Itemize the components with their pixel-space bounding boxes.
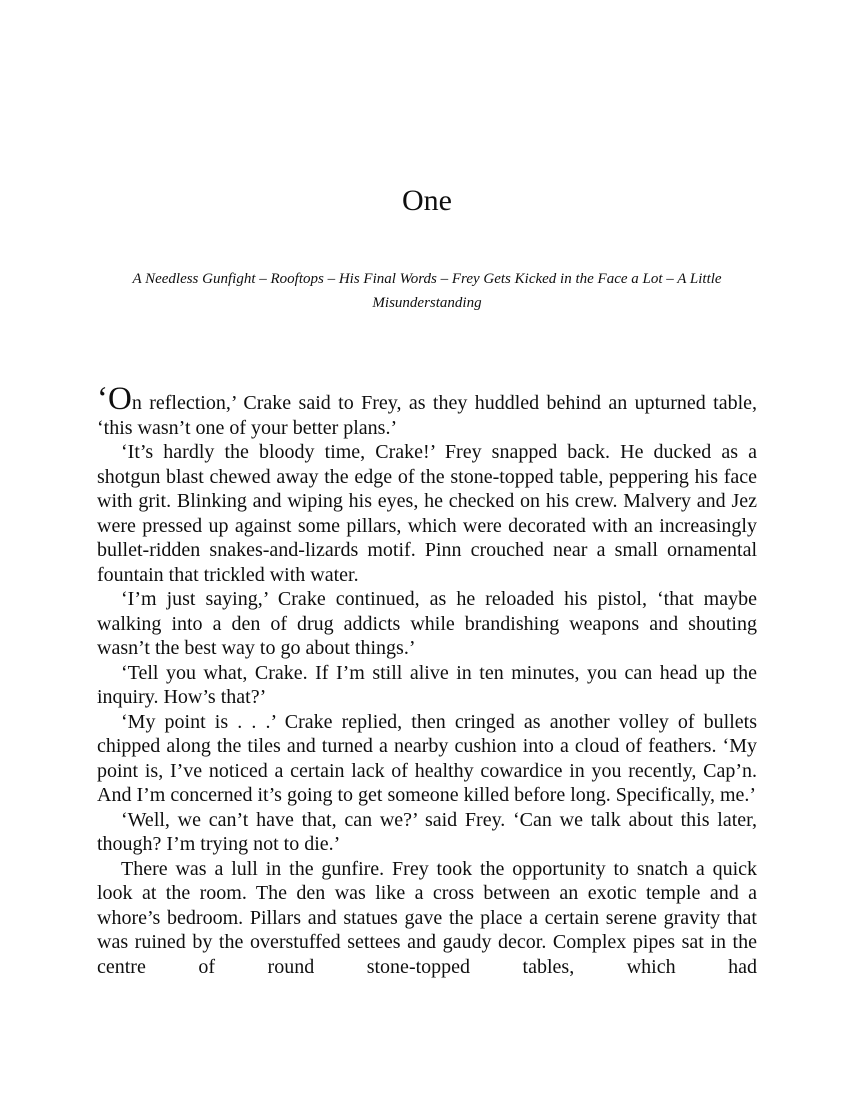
chapter-title: One	[402, 184, 452, 217]
paragraph: ‘It’s hardly the bloody time, Crake!’ Frey snapped back. He ducked as a shotgun blast chewed away the edge of the stone-topped table, peppering his face with grit. Blinking and wiping his eyes, he checked on his crew. Malvery and Jez were pressed up against some pillars, which were decorated with an increasingly bullet-ridden snakes-and-lizards motif. Pinn crouched near a small ornamental fountain that trickled with water.	[97, 441, 757, 586]
paragraph: ‘On reflection,’ Crake said to Frey, as they huddled behind an upturned table, ‘this wasn’t one of your better plans.’	[97, 381, 757, 439]
chapter-subtitle: A Needless Gunfight – Rooftops – His Final Words – Frey Gets Kicked in the Face a Lot – A Little Misunderstanding	[132, 271, 722, 311]
text-column	[97, 0, 757, 979]
paragraph: ‘Well, we can’t have that, can we?’ said Frey. ‘Can we talk about this later, though? I’m trying not to die.’	[97, 808, 757, 855]
paragraph: ‘I’m just saying,’ Crake continued, as he reloaded his pistol, ‘that maybe walking into a den of drug addicts while brandishing weapons and shouting wasn’t the best way to go about things.’	[97, 588, 757, 659]
paragraph: ‘Tell you what, Crake. If I’m still alive in ten minutes, you can head up the inquiry. How’s that?’	[97, 661, 757, 708]
raised-initial: ‘O	[97, 381, 132, 417]
paragraph: There was a lull in the gunfire. Frey took the opportunity to snatch a quick look at the room. The den was like a cross between an exotic temple and a whore’s bedroom. Pillars and statues gave the place a certain serene gravity that was ruined by the overstuffed settees and gaudy decor. Complex pipes sat in the centre of round stone-topped tables, which had	[97, 857, 757, 978]
body-text	[97, 381, 757, 979]
paragraph: ‘My point is . . .’ Crake replied, then cringed as another volley of bullets chipped along the tiles and turned a nearby cushion into a cloud of feathers. ‘My point is, I’ve noticed a certain lack of healthy cowardice in you recently, Cap’n. And I’m concerned it’s going to get someone killed before long. Specifically, me.’	[97, 710, 757, 806]
